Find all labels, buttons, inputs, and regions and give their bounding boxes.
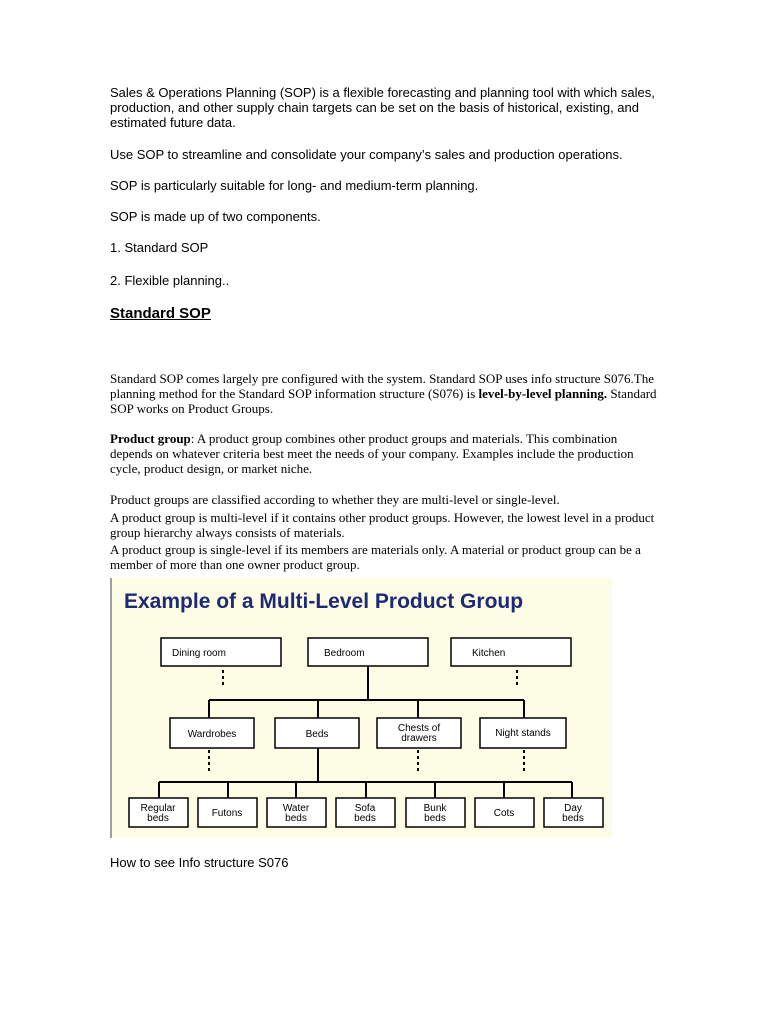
node-label-line-1: Sofa — [354, 803, 376, 814]
intro-components: SOP is made up of two components. — [110, 209, 321, 224]
info-structure-note: How to see Info structure S076 — [110, 855, 289, 870]
single-level-paragraph: A product group is single-level if its members are materials only. A material or product group can be a member of more than one owner product group. — [110, 542, 641, 572]
node-dining-room — [161, 638, 281, 666]
node-label-line-1: Water — [282, 803, 310, 814]
node-label: Wardrobes — [187, 729, 237, 740]
node-water-beds — [267, 798, 326, 827]
node-label: Bedroom — [324, 648, 365, 659]
node-label-line-2: beds — [285, 813, 307, 824]
node-day-beds — [544, 798, 603, 827]
node-label: Dining room — [172, 648, 226, 659]
description-text-b: Standard SOP works on Product Groups. — [110, 386, 657, 416]
product-group-text: : A product group combines other product groups and materials. This combination depends on whatever criteria best meet the needs of your company. Examples include the production cycle, product design, or market niche. — [110, 431, 634, 476]
multi-level-paragraph: A product group is multi-level if it contains other product groups. However, the lowest level in a product group hierarchy always consists of materials. — [110, 510, 655, 540]
product-group-definition — [110, 431, 660, 476]
node-label-line-2: beds — [562, 813, 584, 824]
node-label-line-1: Bunk — [423, 803, 447, 814]
node-cots — [475, 798, 534, 827]
figure-title: Example of a Multi-Level Product Group — [124, 590, 524, 613]
node-bedroom — [308, 638, 428, 666]
node-beds — [275, 718, 359, 748]
standard-sop-heading: Standard SOP — [110, 305, 211, 322]
node-label: Futons — [211, 808, 243, 819]
product-group-tree — [112, 578, 612, 838]
node-sofa-beds — [336, 798, 395, 827]
description-text-a: Standard SOP comes largely pre configured with the system. Standard SOP uses info structure S076.The planning method for the Standard SOP information structure (S076) is — [110, 371, 654, 401]
node-wardrobes — [170, 718, 254, 748]
node-label-line-1: Regular — [140, 803, 176, 814]
component-item-2: 2. Flexible planning.. — [110, 273, 230, 288]
node-label: Night stands — [495, 728, 551, 739]
node-night-stands — [480, 718, 566, 748]
node-regular-beds — [129, 798, 188, 827]
component-item-1: 1. Standard SOP — [110, 240, 209, 255]
node-label: Beds — [305, 729, 329, 740]
product-group-term: Product group — [110, 431, 191, 446]
intro-use-sop: Use SOP to streamline and consolidate your company’s sales and production operations. — [110, 147, 623, 162]
node-kitchen — [451, 638, 571, 666]
node-chests-of-drawers — [377, 718, 461, 748]
intro-suitability: SOP is particularly suitable for long- and medium-term planning. — [110, 178, 479, 193]
multi-level-product-group-figure — [110, 578, 612, 838]
node-bunk-beds — [406, 798, 465, 827]
node-label-line-2: beds — [424, 813, 446, 824]
standard-sop-description — [110, 371, 660, 416]
classification-paragraph: Product groups are classified according to whether they are multi-level or single-level. — [110, 492, 560, 507]
node-label: Kitchen — [472, 648, 506, 659]
node-label-line-2: beds — [354, 813, 376, 824]
node-label-line-2: beds — [147, 813, 169, 824]
node-label-line-2: drawers — [401, 733, 437, 744]
node-futons — [198, 798, 257, 827]
intro-paragraph: Sales & Operations Planning (SOP) is a flexible forecasting and planning tool with which sales, production, and other supply chain targets can be set on the basis of historical, existing, and estimated future data. — [110, 85, 655, 130]
node-label-line-1: Day — [564, 803, 582, 814]
node-label: Cots — [493, 808, 515, 819]
description-bold: level-by-level planning. — [478, 386, 608, 401]
node-label-line-1: Chests of — [397, 723, 441, 734]
